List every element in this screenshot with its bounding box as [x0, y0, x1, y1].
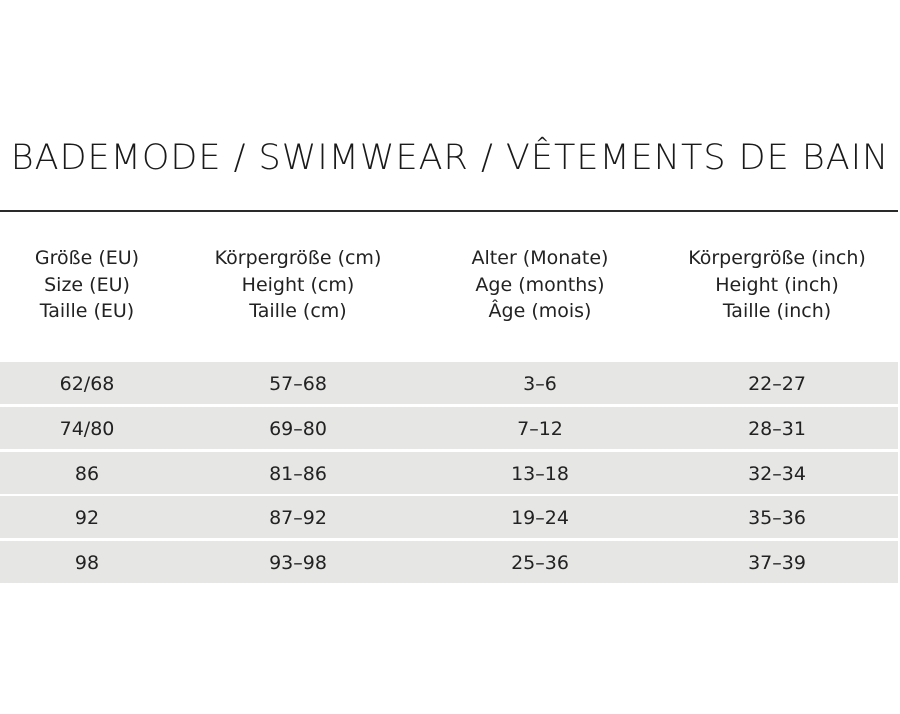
header-age-months	[430, 245, 650, 325]
header-label-fr: Taille (inch)	[722, 300, 832, 322]
cell-size-eu: 92	[74, 507, 100, 529]
table-row	[0, 362, 898, 404]
cell-age-months: 13–18	[511, 463, 569, 485]
cell-height-cm: 87–92	[269, 507, 327, 529]
cell-age-months: 25–36	[511, 552, 569, 574]
header-size-eu	[0, 245, 174, 325]
header-label-de: Alter (Monate)	[471, 247, 609, 269]
cell-age-months: 3–6	[523, 373, 557, 395]
table-row	[0, 407, 898, 449]
cell-height-inch: 37–39	[748, 552, 806, 574]
header-height-inch	[662, 245, 892, 325]
header-label-en: Height (cm)	[241, 273, 355, 296]
header-label-de: Größe (EU)	[34, 247, 140, 269]
cell-height-inch: 35–36	[748, 507, 806, 529]
header-label-de: Körpergröße (inch)	[688, 247, 866, 269]
header-label-de: Körpergröße (cm)	[214, 247, 382, 269]
cell-height-cm: 69–80	[269, 418, 327, 440]
cell-size-eu: 62/68	[59, 373, 115, 395]
cell-size-eu: 74/80	[59, 418, 115, 440]
title-divider	[0, 210, 898, 212]
cell-age-months: 7–12	[517, 418, 563, 440]
cell-size-eu: 98	[74, 552, 100, 574]
table-row	[0, 541, 898, 583]
header-label-en: Height (inch)	[715, 273, 839, 296]
header-label-fr: Taille (EU)	[39, 300, 135, 322]
cell-height-cm: 93–98	[269, 552, 327, 574]
cell-age-months: 19–24	[511, 507, 569, 529]
header-label-fr: Âge (mois)	[488, 300, 592, 322]
page-title: BADEMODE / SWIMWEAR / VÊTEMENTS DE BAIN	[10, 138, 890, 178]
size-table-header	[0, 245, 900, 329]
table-row	[0, 496, 898, 538]
cell-height-cm: 81–86	[269, 463, 327, 485]
table-row	[0, 452, 898, 494]
header-height-cm	[188, 245, 408, 325]
header-label-en: Age (months)	[475, 273, 605, 296]
cell-size-eu: 86	[74, 463, 100, 485]
cell-height-cm: 57–68	[269, 373, 327, 395]
cell-height-inch: 22–27	[748, 373, 806, 395]
cell-height-inch: 28–31	[748, 418, 806, 440]
header-label-en: Size (EU)	[44, 273, 130, 296]
cell-height-inch: 32–34	[748, 463, 806, 485]
header-label-fr: Taille (cm)	[249, 300, 347, 322]
